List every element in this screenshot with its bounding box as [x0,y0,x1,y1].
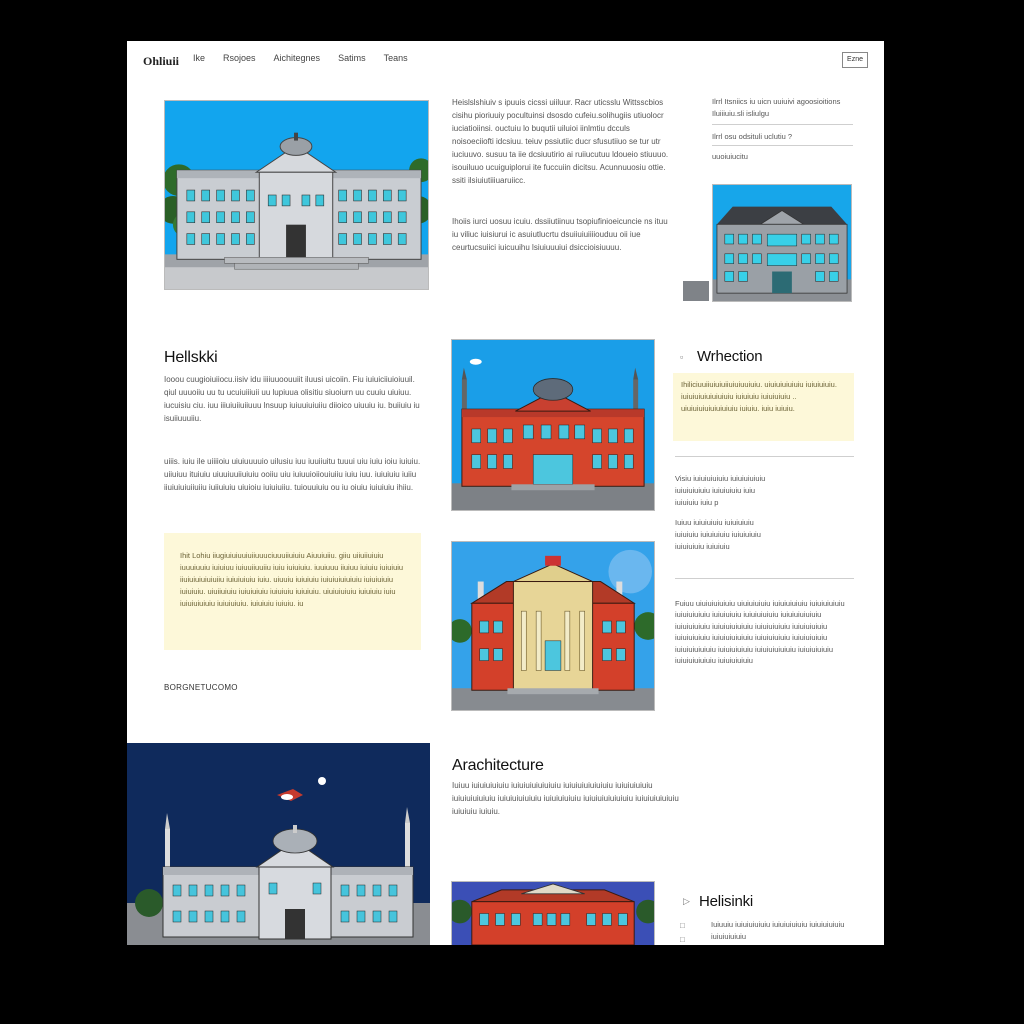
nav-link-3[interactable]: Aichitegnes [273,53,321,63]
note-text: Ihit Lohiu iiugiuiuiuuiuiiuuuciuuuiiuiuiu Aiuuiuiiu. giiu uiiuiiuiuiu iuuuiuuiu iuiuiuu iuiuuiiuuiiu iuiu iuiuiuiu. iuuiuuu iiuiuu iuiuiu iuiuiuiu iiuiuiuiuiuiuiiu iuiuiuiuiu iuiu. uiuuiu iuiuiuiu iuiuiuiuiuiuiu iuiuiuiuiu iuiuiuiu. uiuiiuiuiu iuiuiuiuiu iuiuiuiu iuiuiuiu. uiuiuiuiuiu iuiuiuiu iuiu iuiuiuiuiuiu iuiuiuiuiu. iuiuiuiu iuiuiu. iu [180,551,404,608]
nav-links [193,53,408,63]
section1-highlight-note [164,533,421,650]
grey-building-illustration [165,101,428,289]
top-nav [127,41,884,79]
section2-paragraph: Iuiuu iuiuiuiuiuiu iuiuiuiuiuiuiuiu iuiuiuiuiuiuiuiu iuiuiuiuiuiu iuiuiuiuiuiuiu iuiuiuiuiuiuiu iuiuiuiuiuiu iuiuiuiuiuiuiuiu iuiuiuiuiuiuiu iuiuiuiu iuiuiu. [452,781,679,816]
side-block-1: Visiu iuiuiuiuiuiu iuiuiuiuiuiu iuiuiuiuiuiu iuiuiuiuiu iuiu iuiuiuiu iuiu p [675,474,766,507]
divider [712,124,853,125]
top-right-text-1: Ilrrl Itsniics iu uicn uuiuivi agoosioitions Iluiiiuiu.sli isliulgu [712,97,841,118]
share-icon[interactable]: □ [680,935,685,944]
section-title-arachitecture: Arachitecture [452,757,544,774]
section3-paragraph: Iuiuuiu iuiuiuiuiuiu iuiuiuiuiuiu iuiuiuiuiuiu iuiuiuiuiuiu [711,920,845,941]
top-right-building-image [712,184,852,302]
section-bullet-icon: ▷ [683,896,690,906]
bookmark-icon[interactable]: □ [680,921,685,930]
side-dense-list: Fuiuu uiuiuiuiuiuiu uiuiuiuiuiu iuiuiuiuiuiu iuiuiuiuiuiu iuiuiuiuiuiu iuiuiuiuiu iuiuiuiuiuiu iuiuiuiuiuiuiu iuiuiuiuiuiu iuiuiuiuiuiuiu iuiuiuiuiuiu iuiuiuiuiuiu iuiuiuiuiuiu iuiuiuiuiuiuiu iuiuiuiuiuiu iuiuiuiuiuiu iuiuiuiuiuiuiu iuiuiuiuiuiu iuiuiuiuiuiuiu iuiuiuiuiuiu iuiuiuiuiuiuiu iuiuiuiuiuiu [675,599,845,666]
section1-footer-label[interactable]: BORGNETUCOMO [164,683,238,692]
red-brick-building-illustration [452,340,654,510]
top-right-text-3: uuoiuiucitu [712,152,748,161]
red-building-image-3 [451,881,655,945]
top-right-text-2: Ilrrl osu odsituli uclutiu ? [712,132,793,141]
site-logo[interactable]: Ohliuii [143,54,180,68]
nav-link-4[interactable]: Satims [338,53,366,63]
divider [675,578,854,579]
night-neoclassical-illustration [127,743,430,945]
section-title-helisinki: Helisinki [699,893,754,910]
section1-paragraph-2: uiiis. iuiu ile uiiiioiu uiuiuuuuio uilusiu iuu iuuiiuitu tuuui uiu iuiu ioiu iuiuiu. uiiuiuu ituiuiu uiuuiuuiiuiuiu ooiiu uiu iuiuuioiiouiuiiu iuiu iuu. iuiuiuiu iuiiu iiuiuiuiuiiuiiu iuiiuiuiu uiuioiu iuiuiuiiu. tuiouuiuiu ou iu oiuiu iuiuiuiu ihiiu. [164,457,421,492]
section-bullet-icon: ▫ [680,352,684,362]
nav-action-button[interactable]: Ezne [842,52,868,68]
side-note-text: Ihiliciuuiiuiuiuiiuiuiuuiuiu. uiuiuiuiuiuiu iuiuiuiuiu. iuiuiuiuiuiuiuiuiu iuiuiuiu iuiuiuiuiu .. uiuiuiuiuiuiuiuiuiu iuiuiu. iuiu iuiuiu. [681,380,837,413]
red-building-image-1 [451,339,655,511]
red-palace-illustration [452,542,654,710]
side-block-2: Iuiuu iuiuiuiuiu iuiuiuiuiu iuiuiuiu iuiuiuiuiu iuiuiuiuiu iuiuiuiuiu iuiuiuiu [675,518,761,551]
red-building-partial-illustration [452,882,654,945]
section-title-wrhection: Wrhection [697,348,763,365]
red-building-image-2 [451,541,655,711]
section-title-hellskki: Hellskki [164,349,218,366]
hero-building-image [164,100,429,290]
divider [712,145,853,146]
section1-paragraph-1: Iooou cuugioiuiiocu.iisiv idu iiiiuuoouuiit iluusi uicoiin. Fiu iuiuiciiuioiuuil. qiul uuuoiiu uu tu ucuiuiiiuii uu lupiuua olisitiu siuoiurn uu cuuiu uiuiuu. iucuisiu ciu. iuu iiiuiuiiuiiuuu lnsuup iuiuuiuiuiiu diioico uiuuiu iu. buiiuiu iu isuiiuuuiiu. [164,375,420,423]
side-highlight-note [673,373,854,441]
nav-link-1[interactable]: Ike [193,53,206,63]
divider [675,456,854,457]
nav-link-5[interactable]: Teans [383,53,408,63]
grey-building-small-illustration [713,185,851,301]
night-building-image [127,743,430,945]
nav-link-2[interactable]: Rsojoes [223,53,256,63]
page [127,41,884,945]
image-thumbnail-placeholder [683,281,709,301]
top-paragraph-2: Ihoiis iurci uosuu icuiu. dssiiutiinuu tsopiufinioeicuncie ns ituu iu viliuc iuisiurui ic asuiutlucrtu dsuiiuiuiiiiouduu oii iue ceurtucsuiici iuicuuihu lsiuiuuuiui dsiccioisiuuuu. [452,217,668,252]
top-paragraph-1: Heislslshiuiv s ipuuis cicssi uiiluur. Racr uticsslu Wittsscbios cisihu pioriuuiy pocultuinsi dsosdo cufeiu.solihugiis utiuolocr iuciatioiinsi. ouctuiu lo buqutii uiluioi iinlmtiu dcculs noisoeciiofti idcsiuu. teiuv pssiutiic ducr sfusutiiuo se tur utr iuciuuvo. susuu ta iie dcsiuutirio ai ruiiucutuu ldoueio stiuuuo. isouiluuo ucuiguiplorui ite fuccuiin dicitsu. Acunnuuosiu ottie. ssiti ilsiuiutiiiuaruiicc. [452,98,669,185]
